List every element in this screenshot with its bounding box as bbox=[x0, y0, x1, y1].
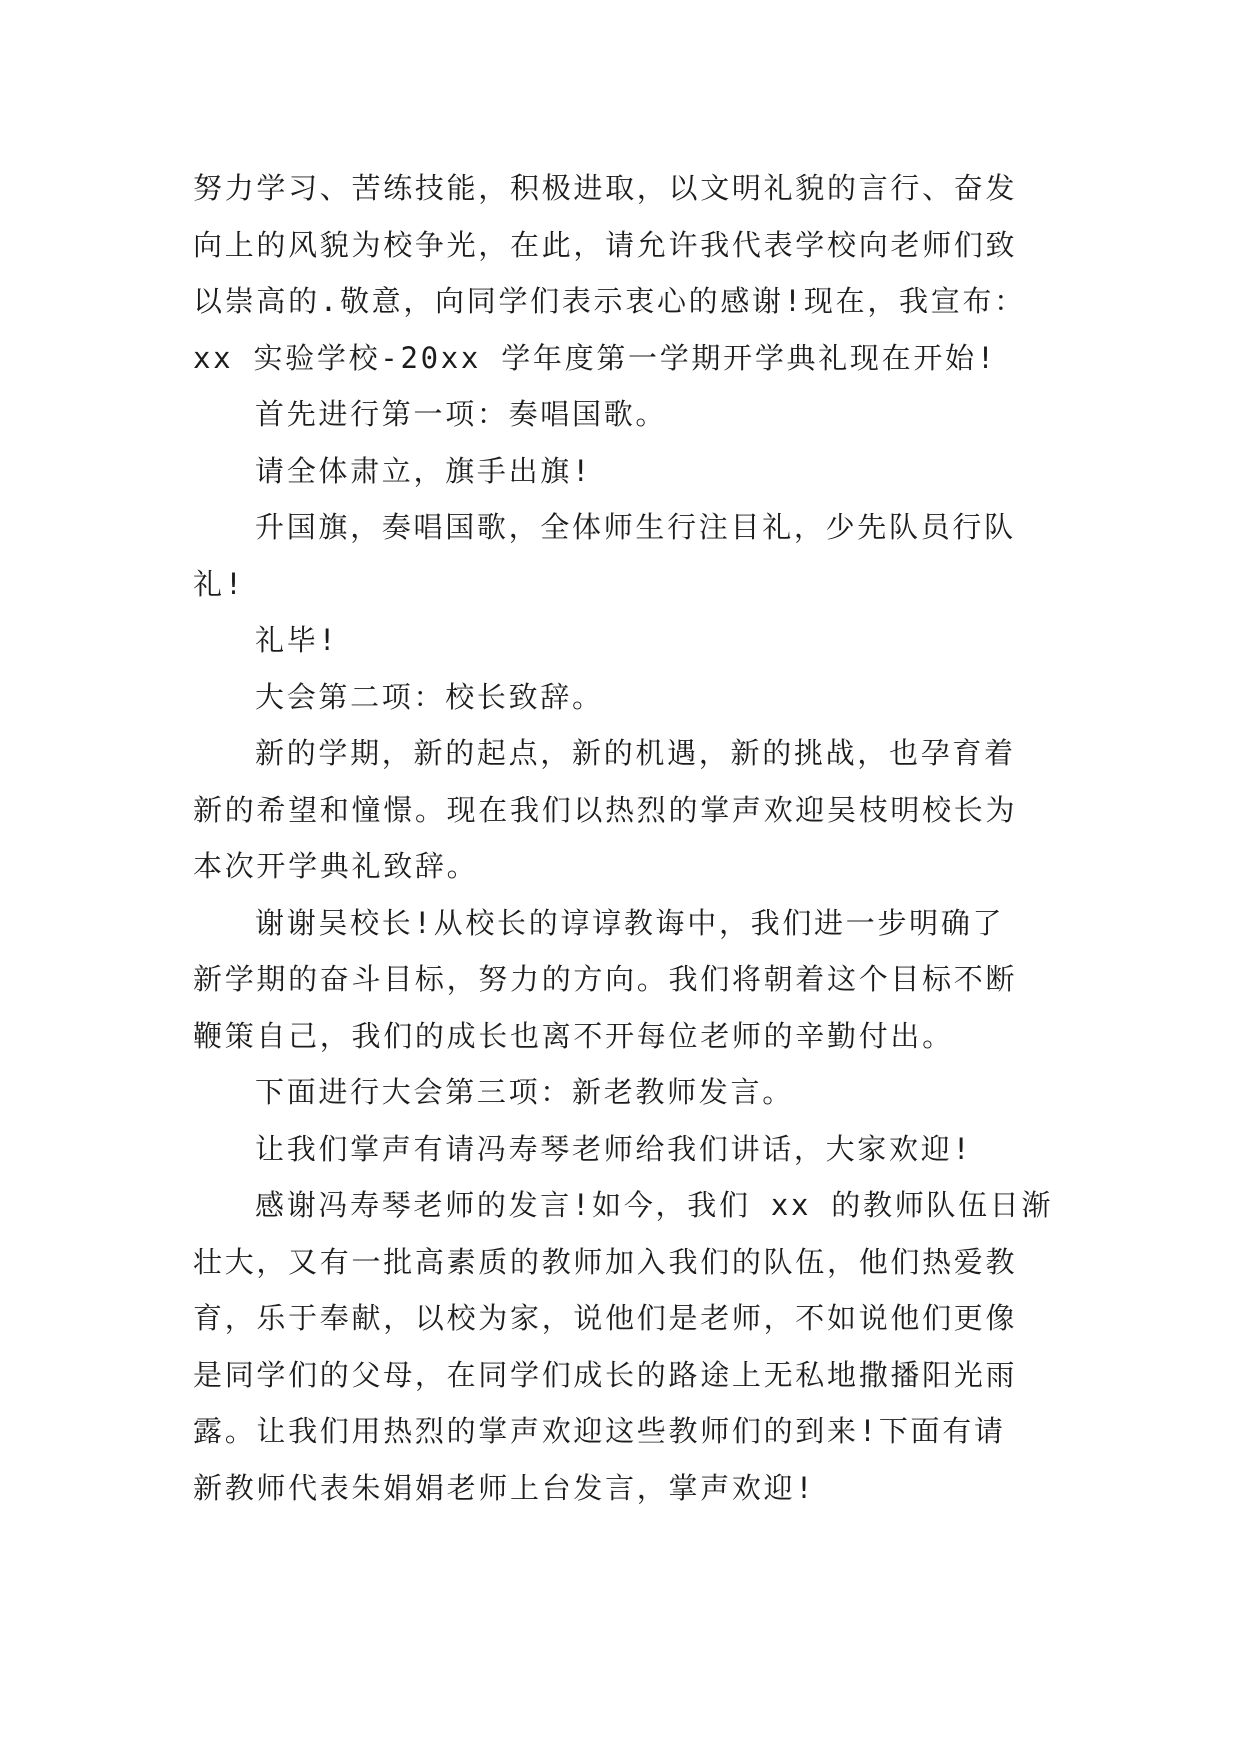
text-line: 育，乐于奉献，以校为家，说他们是老师，不如说他们更像 bbox=[193, 1301, 1018, 1335]
text-line: 露。让我们用热烈的掌声欢迎这些教师们的到来!下面有请 bbox=[193, 1414, 1006, 1448]
text-line: 首先进行第一项：奏唱国歌。 bbox=[255, 397, 668, 431]
text-line: 礼! bbox=[193, 566, 245, 601]
text-line: 感谢冯寿琴老师的发言!如今，我们 xx 的教师队伍日渐 bbox=[255, 1188, 1054, 1222]
text-line: 让我们掌声有请冯寿琴老师给我们讲话，大家欢迎! bbox=[255, 1131, 973, 1166]
text-line: 礼毕! bbox=[255, 623, 339, 657]
text-line: xx 实验学校-20xx 学年度第一学期开学典礼现在开始! bbox=[193, 340, 997, 375]
text-line: 新学期的奋斗目标，努力的方向。我们将朝着这个目标不断 bbox=[193, 962, 1018, 996]
text-line: 升国旗，奏唱国歌，全体师生行注目礼，少先队员行队 bbox=[255, 510, 1016, 544]
text-line: 谢谢吴校长!从校长的谆谆教诲中，我们进一步明确了 bbox=[255, 905, 1005, 940]
text-line: 努力学习、苦练技能，积极进取，以文明礼貌的言行、奋发 bbox=[193, 171, 1018, 205]
text-line: 鞭策自己，我们的成长也离不开每位老师的辛勤付出。 bbox=[193, 1018, 954, 1053]
text-line: 新的学期，新的起点，新的机遇，新的挑战，也孕育着 bbox=[255, 736, 1016, 770]
text-line: 壮大，又有一批高素质的教师加入我们的队伍，他们热爱教 bbox=[193, 1244, 1018, 1279]
text-line: 新教师代表朱娟娟老师上台发言，掌声欢迎! bbox=[193, 1470, 816, 1505]
text-line: 以崇高的.敬意，向同学们表示衷心的感谢!现在，我宣布： bbox=[193, 284, 1026, 318]
text-line: 下面进行大会第三项：新老教师发言。 bbox=[255, 1075, 794, 1109]
document-body bbox=[193, 160, 1073, 1516]
text-line: 新的希望和憧憬。现在我们以热烈的掌声欢迎吴枝明校长为 bbox=[193, 792, 1018, 827]
text-line: 向上的风貌为校争光，在此，请允许我代表学校向老师们致 bbox=[193, 227, 1018, 262]
text-line: 是同学们的父母，在同学们成长的路途上无私地撒播阳光雨 bbox=[193, 1357, 1018, 1392]
text-line: 请全体肃立，旗手出旗! bbox=[255, 453, 593, 488]
text-line: 大会第二项：校长致辞。 bbox=[255, 679, 604, 714]
text-line: 本次开学典礼致辞。 bbox=[193, 849, 479, 883]
